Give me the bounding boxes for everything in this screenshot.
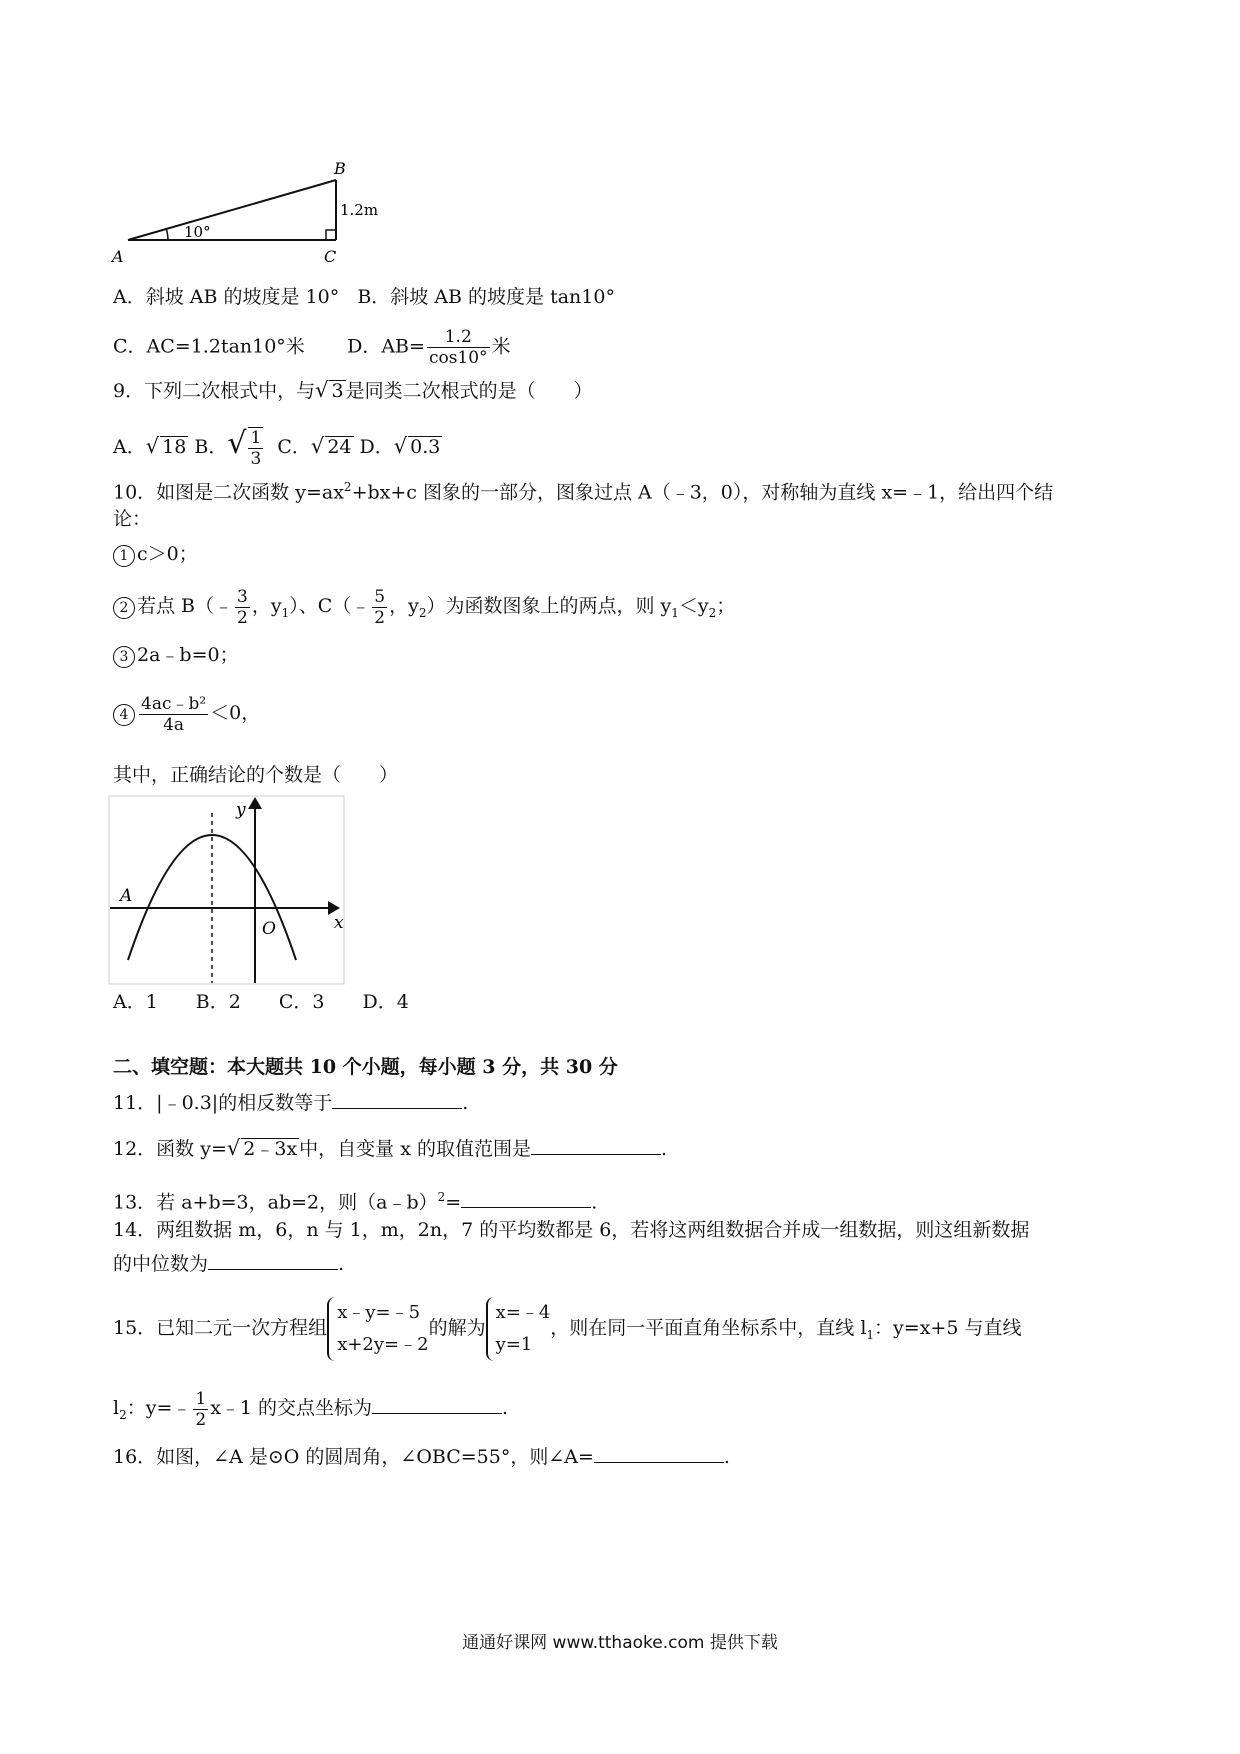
q10-c2-sub: 2 [418,605,427,620]
q9-option-b-fraction [248,427,263,469]
fraction-numerator: 1 [250,428,262,448]
label-c: C [324,247,337,266]
sqrt-icon: √ [226,1136,241,1160]
q15-sub: 2 [119,1407,127,1422]
q14-text: 14．两组数据 m，6，n 与 1，m，2n，7 的平均数都是 6，若将这两组数据合并成一组数据，则这组新数据 [113,1219,1030,1241]
q10-c2-text-e: ）为函数图象上的两点，则 y [426,595,672,617]
q10-conclusion-3 [113,643,239,668]
q15-fraction [193,1389,208,1430]
label-a: A [112,247,124,266]
q16-end: . [723,1446,730,1468]
q10-ask-text: 其中，正确结论的个数是（ ） [113,764,399,786]
fraction-numerator: 4ac﹣b² [141,693,207,714]
q9-option-d-label: D． [359,436,394,458]
q10-c2-text: 若点 B（﹣ [137,595,234,617]
q10-options [113,990,409,1014]
q10-c2-sub: 1 [671,605,679,620]
q10-c2-text-g: ； [716,595,736,617]
q10-stem-text: 10．如图是二次函数 y=ax [113,481,344,504]
q11-text: 11．|﹣0.3|的相反数等于 [113,1092,333,1114]
q15-text-b: 的解为 [428,1317,486,1339]
sqrt-icon: √ [393,434,408,458]
q11-answer-blank[interactable] [332,1090,462,1109]
q15-text-c: ，则在同一平面直角坐标系中，直线 l [550,1317,867,1339]
q12-radicand: 2﹣3x [243,1138,298,1160]
parabola-figure [108,795,358,985]
circled-number-icon: 4 [113,704,135,726]
q9-stem [113,378,593,403]
q15-equation-system [327,1297,428,1361]
q12-end: . [660,1138,668,1160]
q15-line2-text-b: ：y=﹣ [126,1397,192,1419]
q9-stem-text: 9．下列二次根式中，与 [113,380,316,402]
q8-option-d-suffix: 米 [491,335,511,358]
q15-end: . [502,1397,509,1419]
fraction-denominator: 2 [237,607,248,628]
q10-stem-sup: 2 [343,480,352,494]
circled-number-icon: 1 [113,545,135,567]
q16-answer-blank[interactable] [594,1444,724,1463]
label-b: B [334,159,346,178]
q15-text: 15．已知二元一次方程组 [113,1317,328,1339]
q8-option-b: B．斜坡 AB 的坡度是 tan10° [357,286,615,308]
q15-sys1-row1: x﹣y=﹣5 [337,1302,421,1323]
q9-stem-text-end: 是同类二次根式的是（ ） [345,380,593,402]
q15-line2-text-c: x﹣1 的交点坐标为 [210,1397,373,1419]
q13-sup: 2 [437,1190,446,1204]
q9-option-b-label: B． [194,436,228,458]
fraction-denominator: 4a [163,714,185,735]
label-height: 1.2m [340,201,379,219]
q11-end: . [462,1092,469,1114]
sqrt-icon: √ [315,378,329,402]
q16-text: 16．如图，∠A 是⊙O 的圆周角，∠OBC=55°，则∠A= [113,1446,594,1468]
q13 [113,1185,597,1214]
q8-option-d-fraction [427,327,490,368]
q15-sub: 1 [866,1327,875,1342]
right-angle-mark [326,230,336,240]
sqrt-icon: √ [310,434,325,458]
q9-options [113,422,442,469]
label-a: A [120,886,133,906]
circled-number-icon: 2 [113,597,135,619]
label-o: O [262,919,276,939]
q9-option-c-label: C． [277,436,311,458]
fraction-denominator: 2 [195,1409,207,1430]
q10-stem-line1 [113,475,1053,504]
q10-options-text: A．1 B．2 C．3 D．4 [113,991,409,1013]
q14-text-b: 的中位数为 [113,1253,209,1275]
fraction-numerator: 1 [195,1388,207,1409]
q10-stem-line2 [113,507,151,531]
q10-conclusion-4 [113,688,260,738]
fraction-denominator: cos10° [428,348,488,368]
q15-sys1-row2: x+2y=﹣2 [337,1334,429,1355]
q10-c3-text: 2a﹣b=0； [137,644,239,666]
section-title-text: 二、填空题：本大题共 10 个小题，每小题 3 分，共 30 分 [113,1056,618,1078]
q12-answer-blank[interactable] [531,1136,661,1155]
q15-sys2-row2: y=1 [495,1334,533,1355]
q14-end: . [338,1253,345,1275]
q12-text: 12．函数 y= [113,1138,227,1160]
q15-text-d: ：y=x+5 与直线 [874,1317,1022,1339]
q15-line2 [113,1382,508,1441]
q10-conclusion-1 [113,542,198,567]
q14-answer-blank[interactable] [208,1251,338,1270]
section-2-title [113,1055,618,1079]
footer-text: 通通好课网 www.tthaoke.com 提供下载 [462,1633,778,1653]
parabola-frame [109,796,344,984]
q10-c2-fraction-1 [235,587,250,628]
label-x: x [334,913,344,933]
q10-c2-text-f: ＜y [678,595,709,617]
q10-stem-text-end: 论： [113,508,152,530]
q15-solution-system [486,1297,551,1361]
y-axis-arrow-icon [248,797,262,809]
sqrt-icon: √ [145,434,160,458]
q15-sys2-row1: x=﹣4 [495,1302,551,1323]
q8-options-ab [113,285,615,309]
fraction-numerator: 3 [237,586,248,607]
q13-text-b: = [445,1191,462,1214]
q8-option-c: C．AC=1.2tan10°米 [113,335,305,358]
q8-option-a: A．斜坡 AB 的坡度是 10° [113,286,340,308]
q15-line2-text: l [113,1397,120,1419]
q11 [113,1090,468,1115]
q9-stem-radicand: 3 [331,380,344,402]
q12-text-b: 中，自变量 x 的取值范围是 [299,1138,531,1160]
q10-c1-text: c＞0； [137,543,198,565]
q9-option-a-label: A． [113,436,146,458]
fraction-denominator: 3 [250,449,262,469]
q13-end: . [591,1191,598,1214]
q8-options-cd [113,327,511,368]
q10-conclusion-2 [113,582,735,637]
q10-c2-text-d: ，y [389,595,419,617]
label-angle: 10° [184,223,211,241]
q10-stem-text-cont: +bx+c 图象的一部分，图象过点 A（﹣3，0），对称轴为直线 x=﹣1，给出四个结 [351,481,1054,504]
q13-text: 13．若 a+b=3，ab=2，则（a﹣b） [113,1191,438,1214]
q15-line1 [113,1292,1021,1371]
q14-line2 [113,1251,344,1276]
q10-c2-sub: 2 [708,605,717,620]
q9-option-a-radicand: 18 [162,436,187,458]
q9-option-d-radicand: 0.3 [410,436,441,458]
q10-c4-fraction [139,694,208,735]
fraction-numerator: 5 [374,586,386,607]
fraction-numerator: 1.2 [427,327,490,348]
q15-answer-blank[interactable] [372,1395,502,1414]
q10-question [113,763,398,787]
circled-number-icon: 3 [113,646,135,668]
angle-arc [166,228,168,240]
fraction-denominator: 2 [374,607,386,628]
q10-c2-text-b: ，y [251,595,282,617]
q10-c2-fraction-2 [372,587,387,628]
q14-line1 [113,1218,1029,1242]
q16 [113,1444,730,1469]
q13-answer-blank[interactable] [461,1189,591,1208]
slope-triangle-figure [108,158,388,268]
q10-c2-sub: 1 [281,605,290,620]
q12 [113,1136,667,1161]
hypotenuse-ab [128,180,336,240]
q9-option-c-radicand: 24 [327,436,352,458]
q10-c2-text-c: ）、C（﹣ [289,595,371,617]
page-footer [0,1628,1240,1653]
q8-option-d-prefix: D．AB= [347,335,425,358]
sqrt-icon: √ [227,426,247,461]
q10-c4-text: ＜0， [210,702,261,724]
label-y: y [236,800,246,820]
